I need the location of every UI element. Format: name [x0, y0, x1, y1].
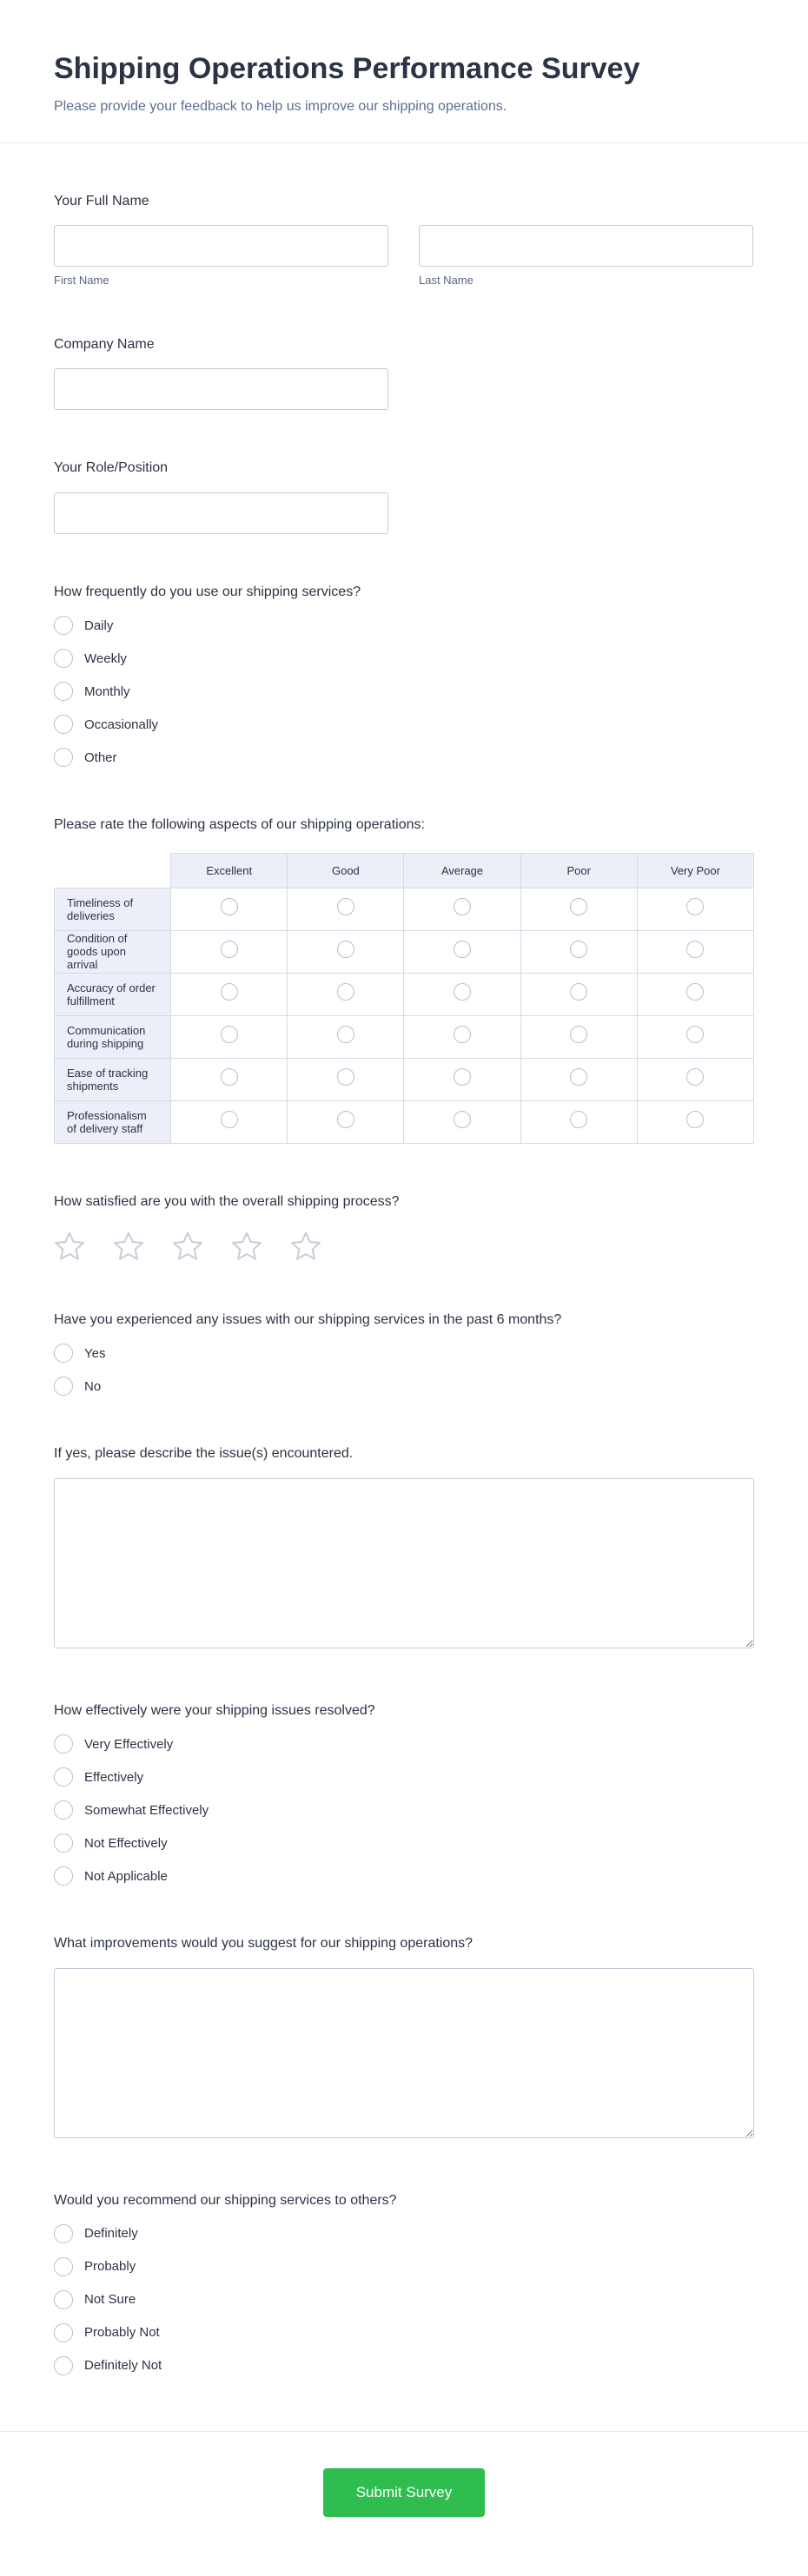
- radio-circle-icon[interactable]: [454, 1068, 471, 1086]
- frequency-option-other[interactable]: [54, 748, 754, 767]
- matrix-cell[interactable]: [404, 930, 520, 973]
- improvements-label: What improvements would you suggest for our shipping operations?: [54, 1936, 474, 1952]
- company-name-label: Company Name: [54, 337, 155, 353]
- matrix-row-accuracy: [55, 973, 754, 1015]
- matrix-cell[interactable]: [637, 888, 753, 930]
- matrix-cell[interactable]: [171, 930, 288, 973]
- radio-circle-icon[interactable]: [54, 1344, 73, 1363]
- option-label[interactable]: Effectively: [84, 1769, 144, 1785]
- matrix-cell[interactable]: [520, 930, 637, 973]
- resolution-option-not-effectively[interactable]: [54, 1833, 754, 1853]
- last-name-subfield: [419, 225, 753, 287]
- radio-circle-icon[interactable]: [337, 1026, 354, 1043]
- option-label[interactable]: Not Sure: [84, 2292, 136, 2308]
- resolution-option-not-applicable[interactable]: [54, 1866, 754, 1886]
- first-name-subfield: [54, 225, 388, 287]
- matrix-cell[interactable]: [637, 1015, 753, 1058]
- matrix-cell[interactable]: [288, 1015, 404, 1058]
- matrix-cell[interactable]: [637, 973, 753, 1015]
- question-issues-experienced: [0, 1311, 808, 1396]
- matrix-cell[interactable]: [288, 973, 404, 1015]
- issue-description-textarea[interactable]: [54, 1478, 754, 1648]
- submit-survey-button[interactable]: Submit Survey: [323, 2468, 486, 2517]
- role-label: Your Role/Position: [54, 460, 169, 476]
- option-label[interactable]: Monthly: [84, 684, 130, 699]
- radio-circle-icon[interactable]: [221, 1111, 238, 1128]
- matrix-label: Please rate the following aspects of our shipping operations:: [54, 817, 425, 833]
- radio-circle-icon[interactable]: [54, 1866, 73, 1886]
- matrix-column-header: Good: [288, 853, 404, 888]
- matrix-table: [54, 853, 754, 1144]
- star-icon[interactable]: [231, 1231, 262, 1262]
- matrix-table-wrap: [54, 853, 754, 1144]
- radio-circle-icon[interactable]: [54, 1377, 73, 1396]
- matrix-row-label: Ease of tracking shipments: [55, 1058, 171, 1100]
- matrix-row-communication: [55, 1015, 754, 1058]
- question-resolution: [0, 1701, 808, 1886]
- radio-circle-icon[interactable]: [454, 1026, 471, 1043]
- matrix-cell[interactable]: [288, 930, 404, 973]
- matrix-header-row: [55, 853, 754, 888]
- radio-circle-icon[interactable]: [570, 941, 587, 958]
- matrix-row-condition: [55, 930, 754, 973]
- frequency-label: How frequently do you use our shipping services?: [54, 584, 361, 599]
- matrix-cell[interactable]: [637, 930, 753, 973]
- radio-circle-icon[interactable]: [337, 983, 354, 1001]
- recommend-option-not-sure[interactable]: [54, 2290, 754, 2309]
- matrix-row-tracking: [55, 1058, 754, 1100]
- frequency-option-daily[interactable]: [54, 616, 754, 635]
- matrix-cell[interactable]: [520, 1015, 637, 1058]
- radio-circle-icon[interactable]: [686, 941, 704, 958]
- issues-label: Have you experienced any issues with our shipping services in the past 6 months?: [54, 1312, 562, 1328]
- radio-circle-icon[interactable]: [54, 1767, 73, 1787]
- matrix-cell[interactable]: [171, 1058, 288, 1100]
- matrix-column-header: Very Poor: [637, 853, 753, 888]
- radio-circle-icon[interactable]: [686, 983, 704, 1001]
- option-label[interactable]: Very Effectively: [84, 1736, 174, 1752]
- radio-circle-icon[interactable]: [686, 1026, 704, 1043]
- radio-circle-icon[interactable]: [54, 715, 73, 734]
- question-satisfaction: [0, 1192, 808, 1262]
- radio-circle-icon[interactable]: [54, 616, 73, 635]
- matrix-row-label: Timeliness of deliveries: [55, 888, 171, 930]
- radio-circle-icon[interactable]: [54, 649, 73, 668]
- option-label[interactable]: Probably Not: [84, 2325, 160, 2341]
- star-icon[interactable]: [172, 1231, 203, 1262]
- radio-circle-icon[interactable]: [454, 941, 471, 958]
- option-label[interactable]: Definitely: [84, 2226, 138, 2242]
- radio-circle-icon[interactable]: [337, 1111, 354, 1128]
- issues-option-yes[interactable]: [54, 1344, 754, 1363]
- matrix-corner-cell: [55, 853, 171, 888]
- radio-circle-icon[interactable]: [454, 898, 471, 915]
- frequency-option-weekly[interactable]: [54, 649, 754, 668]
- matrix-cell[interactable]: [520, 1100, 637, 1143]
- star-icon[interactable]: [290, 1231, 321, 1262]
- recommend-option-definitely[interactable]: [54, 2224, 754, 2243]
- page-title: Shipping Operations Performance Survey: [54, 52, 640, 85]
- radio-circle-icon[interactable]: [454, 1111, 471, 1128]
- resolution-option-effectively[interactable]: [54, 1767, 754, 1787]
- role-input[interactable]: [54, 492, 388, 534]
- recommend-options: [54, 2224, 754, 2375]
- star-icon[interactable]: [54, 1231, 85, 1262]
- frequency-option-monthly[interactable]: [54, 682, 754, 701]
- recommend-option-probably-not[interactable]: [54, 2323, 754, 2342]
- matrix-cell[interactable]: [520, 973, 637, 1015]
- question-improvements: [0, 1934, 808, 2142]
- question-recommend: [0, 2191, 808, 2375]
- page-subtitle: Please provide your feedback to help us improve our shipping operations.: [54, 98, 507, 114]
- radio-circle-icon[interactable]: [337, 898, 354, 915]
- form-header: [0, 0, 808, 142]
- frequency-option-occasionally[interactable]: [54, 715, 754, 734]
- question-role: [0, 459, 808, 533]
- radio-circle-icon[interactable]: [570, 1111, 587, 1128]
- matrix-cell[interactable]: [171, 1015, 288, 1058]
- option-label[interactable]: Somewhat Effectively: [84, 1802, 209, 1818]
- matrix-cell[interactable]: [404, 1015, 520, 1058]
- radio-circle-icon[interactable]: [221, 941, 238, 958]
- matrix-row-timeliness: [55, 888, 754, 930]
- question-issue-description: [0, 1444, 808, 1652]
- frequency-options: [54, 616, 754, 767]
- radio-circle-icon[interactable]: [221, 1026, 238, 1043]
- radio-circle-icon[interactable]: [54, 1800, 73, 1820]
- star-rating: [54, 1231, 754, 1262]
- option-label[interactable]: Probably: [84, 2259, 136, 2275]
- radio-circle-icon[interactable]: [686, 898, 704, 915]
- radio-circle-icon[interactable]: [570, 1026, 587, 1043]
- satisfaction-label: How satisfied are you with the overall shipping process?: [54, 1193, 400, 1209]
- resolution-label: How effectively were your shipping issues resolved?: [54, 1702, 375, 1718]
- matrix-cell[interactable]: [288, 888, 404, 930]
- recommend-option-definitely-not[interactable]: [54, 2356, 754, 2375]
- resolution-option-somewhat-effectively[interactable]: [54, 1800, 754, 1820]
- radio-circle-icon[interactable]: [54, 748, 73, 767]
- option-label[interactable]: Weekly: [84, 651, 127, 666]
- matrix-cell[interactable]: [520, 1058, 637, 1100]
- company-name-input[interactable]: [54, 368, 388, 410]
- recommend-label: Would you recommend our shipping services to others?: [54, 2192, 397, 2208]
- matrix-column-header: Poor: [520, 853, 637, 888]
- matrix-cell[interactable]: [288, 1100, 404, 1143]
- matrix-cell[interactable]: [637, 1058, 753, 1100]
- radio-circle-icon[interactable]: [454, 983, 471, 1001]
- option-label[interactable]: Daily: [84, 618, 114, 633]
- radio-circle-icon[interactable]: [570, 1068, 587, 1086]
- radio-circle-icon[interactable]: [337, 941, 354, 958]
- matrix-column-header: Average: [404, 853, 520, 888]
- radio-circle-icon[interactable]: [337, 1068, 354, 1086]
- company-name-field: [54, 368, 754, 410]
- question-frequency: [0, 583, 808, 767]
- radio-circle-icon[interactable]: [221, 898, 238, 915]
- submit-section: [0, 2431, 808, 2567]
- radio-circle-icon[interactable]: [54, 682, 73, 701]
- role-field: [54, 492, 754, 534]
- first-name-input[interactable]: [54, 225, 388, 267]
- option-label[interactable]: Not Effectively: [84, 1835, 168, 1851]
- radio-circle-icon[interactable]: [570, 983, 587, 1001]
- matrix-cell[interactable]: [520, 888, 637, 930]
- radio-circle-icon[interactable]: [54, 2323, 73, 2342]
- radio-circle-icon[interactable]: [221, 1068, 238, 1086]
- matrix-row-label: Communication during shipping: [55, 1015, 171, 1058]
- option-label[interactable]: Other: [84, 750, 117, 765]
- question-matrix: [0, 816, 808, 1143]
- option-label[interactable]: Occasionally: [84, 717, 159, 732]
- full-name-label: Your Full Name: [54, 193, 149, 208]
- option-label[interactable]: No: [84, 1378, 102, 1394]
- last-name-input[interactable]: [419, 225, 753, 267]
- radio-circle-icon[interactable]: [570, 898, 587, 915]
- matrix-cell[interactable]: [404, 973, 520, 1015]
- radio-circle-icon[interactable]: [54, 1833, 73, 1853]
- question-full-name: [0, 192, 808, 287]
- option-label[interactable]: Not Applicable: [84, 1868, 168, 1884]
- resolution-options: [54, 1734, 754, 1886]
- full-name-row: [54, 225, 754, 287]
- improvements-textarea[interactable]: [54, 1968, 754, 2138]
- radio-circle-icon[interactable]: [54, 2356, 73, 2375]
- matrix-column-header: Excellent: [171, 853, 288, 888]
- header-divider: [0, 142, 808, 143]
- matrix-cell[interactable]: [404, 1058, 520, 1100]
- star-icon[interactable]: [113, 1231, 144, 1262]
- matrix-row-label: Condition of goods upon arrival: [55, 930, 171, 973]
- issue-description-label: If yes, please describe the issue(s) encountered.: [54, 1446, 354, 1462]
- radio-circle-icon[interactable]: [54, 1734, 73, 1754]
- resolution-option-very-effectively[interactable]: [54, 1734, 754, 1754]
- option-label[interactable]: Definitely Not: [84, 2358, 162, 2374]
- issues-options: [54, 1344, 754, 1396]
- matrix-cell[interactable]: [404, 1100, 520, 1143]
- matrix-cell[interactable]: [288, 1058, 404, 1100]
- matrix-cell[interactable]: [171, 973, 288, 1015]
- matrix-cell[interactable]: [171, 888, 288, 930]
- matrix-cell[interactable]: [404, 888, 520, 930]
- matrix-cell[interactable]: [637, 1100, 753, 1143]
- first-name-sublabel: First Name: [54, 274, 109, 287]
- radio-circle-icon[interactable]: [54, 2224, 73, 2243]
- radio-circle-icon[interactable]: [221, 983, 238, 1001]
- radio-circle-icon[interactable]: [686, 1111, 704, 1128]
- recommend-option-probably[interactable]: [54, 2257, 754, 2276]
- radio-circle-icon[interactable]: [686, 1068, 704, 1086]
- last-name-sublabel: Last Name: [419, 274, 474, 287]
- radio-circle-icon[interactable]: [54, 2257, 73, 2276]
- matrix-row-label: Accuracy of order fulfillment: [55, 973, 171, 1015]
- question-company-name: [0, 335, 808, 410]
- matrix-row-label: Professionalism of delivery staff: [55, 1100, 171, 1143]
- matrix-row-professionalism: [55, 1100, 754, 1143]
- option-label[interactable]: Yes: [84, 1345, 106, 1361]
- issues-option-no[interactable]: [54, 1377, 754, 1396]
- matrix-cell[interactable]: [171, 1100, 288, 1143]
- radio-circle-icon[interactable]: [54, 2290, 73, 2309]
